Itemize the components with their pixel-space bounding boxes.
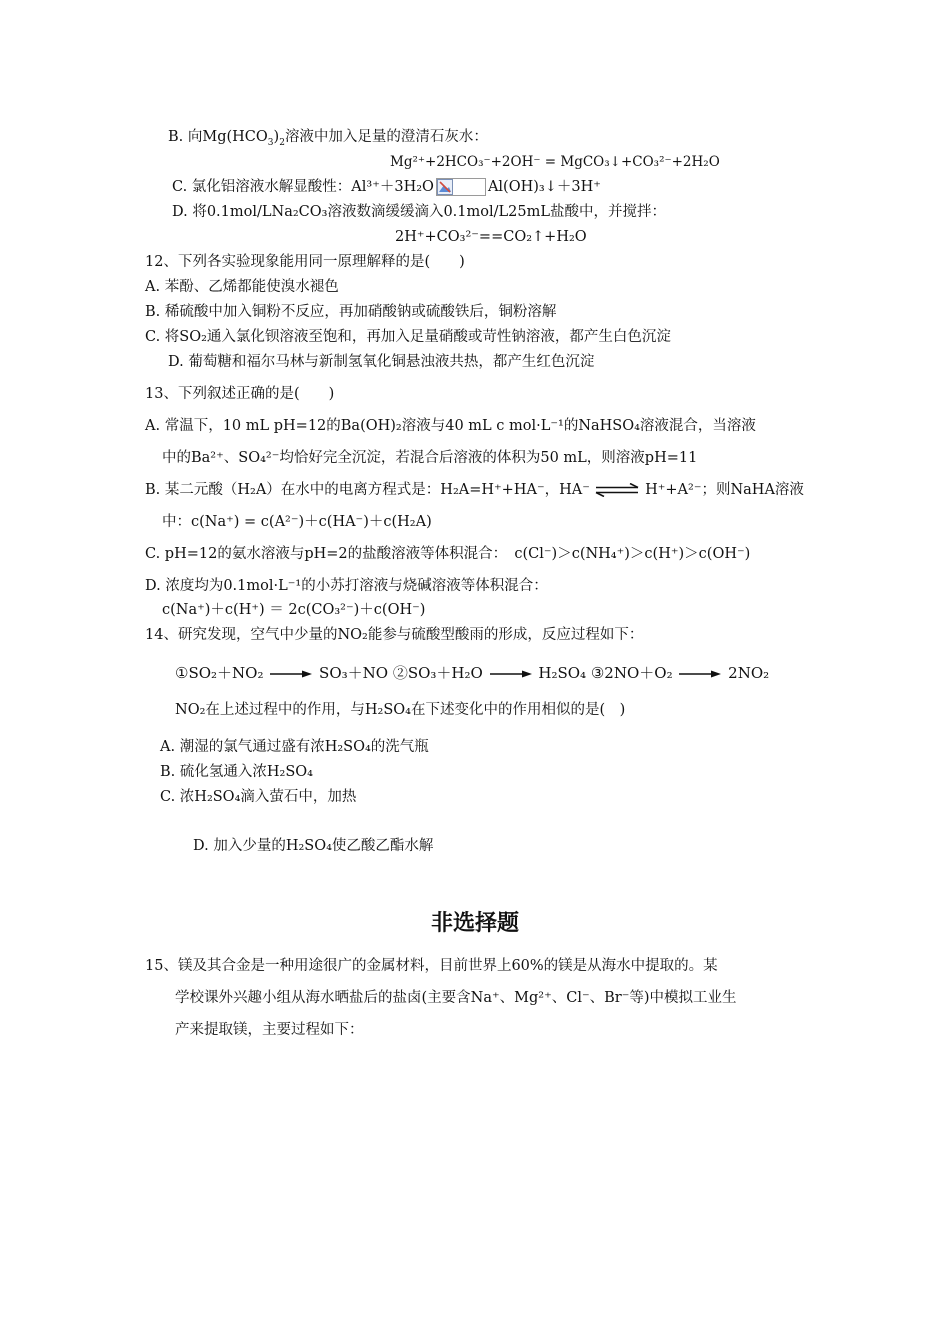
section-title: 非选择题 <box>430 911 519 936</box>
q13-b-post: H⁺+A²⁻；则NaHA溶液 <box>645 482 804 498</box>
q11-b-text: B. 向Mg(HCO <box>168 129 268 145</box>
q12-option-d: D. 葡萄糖和福尔马林与新制氢氧化铜悬浊液共热，都产生红色沉淀 <box>168 354 595 370</box>
q14-stem: 14、研究发现，空气中少量的NO₂能参与硫酸型酸雨的形成，反应过程如下： <box>145 627 644 643</box>
q13-option-a-line2: 中的Ba²⁺、SO₄²⁻均恰好完全沉淀，若混合后溶液的体积为50 mL，则溶液pH=11 <box>162 450 698 466</box>
q11-b-tail: ) <box>273 129 280 145</box>
reaction-arrow-icon <box>268 669 314 679</box>
q13-option-c: C. pH=12的氨水溶液与pH=2的盐酸溶液等体积混合： c(Cl⁻)＞c(NH₄⁺)＞c(H⁺)＞c(OH⁻) <box>145 546 751 562</box>
q13-option-b-line1 <box>145 480 804 500</box>
q12-stem: 12、下列各实验现象能用同一原理解释的是( ) <box>145 254 465 270</box>
reaction-arrow-icon <box>677 669 723 679</box>
equilibrium-arrow-icon <box>594 483 640 497</box>
q12-option-c: C. 将SO₂通入氯化钡溶液至饱和，再加入足量硝酸或苛性钠溶液，都产生白色沉淀 <box>145 329 671 345</box>
q14-option-b: B. 硫化氢通入浓H₂SO₄ <box>160 764 313 780</box>
q12-option-b: B. 稀硫酸中加入铜粉不反应，再加硝酸钠或硫酸铁后，铜粉溶解 <box>145 304 557 320</box>
q15-line3: 产来提取镁，主要过程如下： <box>175 1022 364 1038</box>
q14-r3-left: ③2NO＋O₂ <box>590 664 673 682</box>
q11-option-b-equation: Mg²⁺+2HCO₃⁻+2OH⁻ = MgCO₃↓+CO₃²⁻+2H₂O <box>390 154 720 170</box>
q11-option-c <box>172 177 601 197</box>
q14-r3-right: 2NO₂ <box>728 664 770 682</box>
q14-reactions <box>175 663 769 683</box>
q15-line2: 学校课外兴趣小组从海水晒盐后的盐卤(主要含Na⁺、Mg²⁺、Cl⁻、Br⁻等)中模拟工业生 <box>175 990 737 1006</box>
q14-question: NO₂在上述过程中的作用，与H₂SO₄在下述变化中的作用相似的是( ) <box>175 702 626 718</box>
broken-image-icon <box>436 178 486 196</box>
reaction-arrow-icon <box>488 669 534 679</box>
q13-stem: 13、下列叙述正确的是( ) <box>145 386 335 402</box>
q14-option-c: C. 浓H₂SO₄滴入萤石中，加热 <box>160 789 357 805</box>
q11-option-d-line1: D. 将0.1mol/LNa₂CO₃溶液数滴缓缓滴入0.1mol/L25mL盐酸中，并搅拌： <box>172 204 666 220</box>
q14-r2-left: ②SO₃＋H₂O <box>392 664 483 682</box>
q14-r1-left: ①SO₂＋NO₂ <box>175 664 264 682</box>
q13-option-d-line2: c(Na⁺)＋c(H⁺) ＝ 2c(CO₃²⁻)＋c(OH⁻) <box>162 602 426 618</box>
q14-option-a: A. 潮湿的氯气通过盛有浓H₂SO₄的洗气瓶 <box>160 739 429 755</box>
q11-b-end: 溶液中加入足量的澄清石灰水： <box>284 129 488 145</box>
q15-line1: 15、镁及其合金是一种用途很广的金属材料，目前世界上60%的镁是从海水中提取的。某 <box>145 958 718 974</box>
q13-option-a-line1: A. 常温下，10 mL pH=12的Ba(OH)₂溶液与40 mL c mol·L⁻¹的NaHSO₄溶液混合，当溶液 <box>145 418 756 434</box>
q13-option-d-line1: D. 浓度均为0.1mol·L⁻¹的小苏打溶液与烧碱溶液等体积混合： <box>145 578 548 594</box>
q12-option-a: A. 苯酚、乙烯都能使溴水褪色 <box>145 279 339 295</box>
q11-option-d-equation: 2H⁺+CO₃²⁻==CO₂↑+H₂O <box>395 229 587 245</box>
q11-c-post: Al(OH)₃↓＋3H⁺ <box>487 179 601 195</box>
q14-r2-right: H₂SO₄ <box>538 664 587 682</box>
q11-option-b-line1: B. 向$Mg(HCO_3)_2$溶液中加入足量的澄清石灰水： <box>168 129 488 148</box>
q13-b-pre: B. 某二元酸（H₂A）在水中的电离方程式是：H₂A=H⁺+HA⁻，HA⁻ <box>145 482 590 498</box>
q13-option-b-line2: 中：c(Na⁺) = c(A²⁻)＋c(HA⁻)＋c(H₂A) <box>162 514 432 530</box>
q11-c-pre: C. 氯化铝溶液水解显酸性：Al³⁺＋3H₂O <box>172 179 434 195</box>
q14-option-d: D. 加入少量的H₂SO₄使乙酸乙酯水解 <box>193 838 434 854</box>
q14-r1-right: SO₃＋NO <box>319 664 389 682</box>
